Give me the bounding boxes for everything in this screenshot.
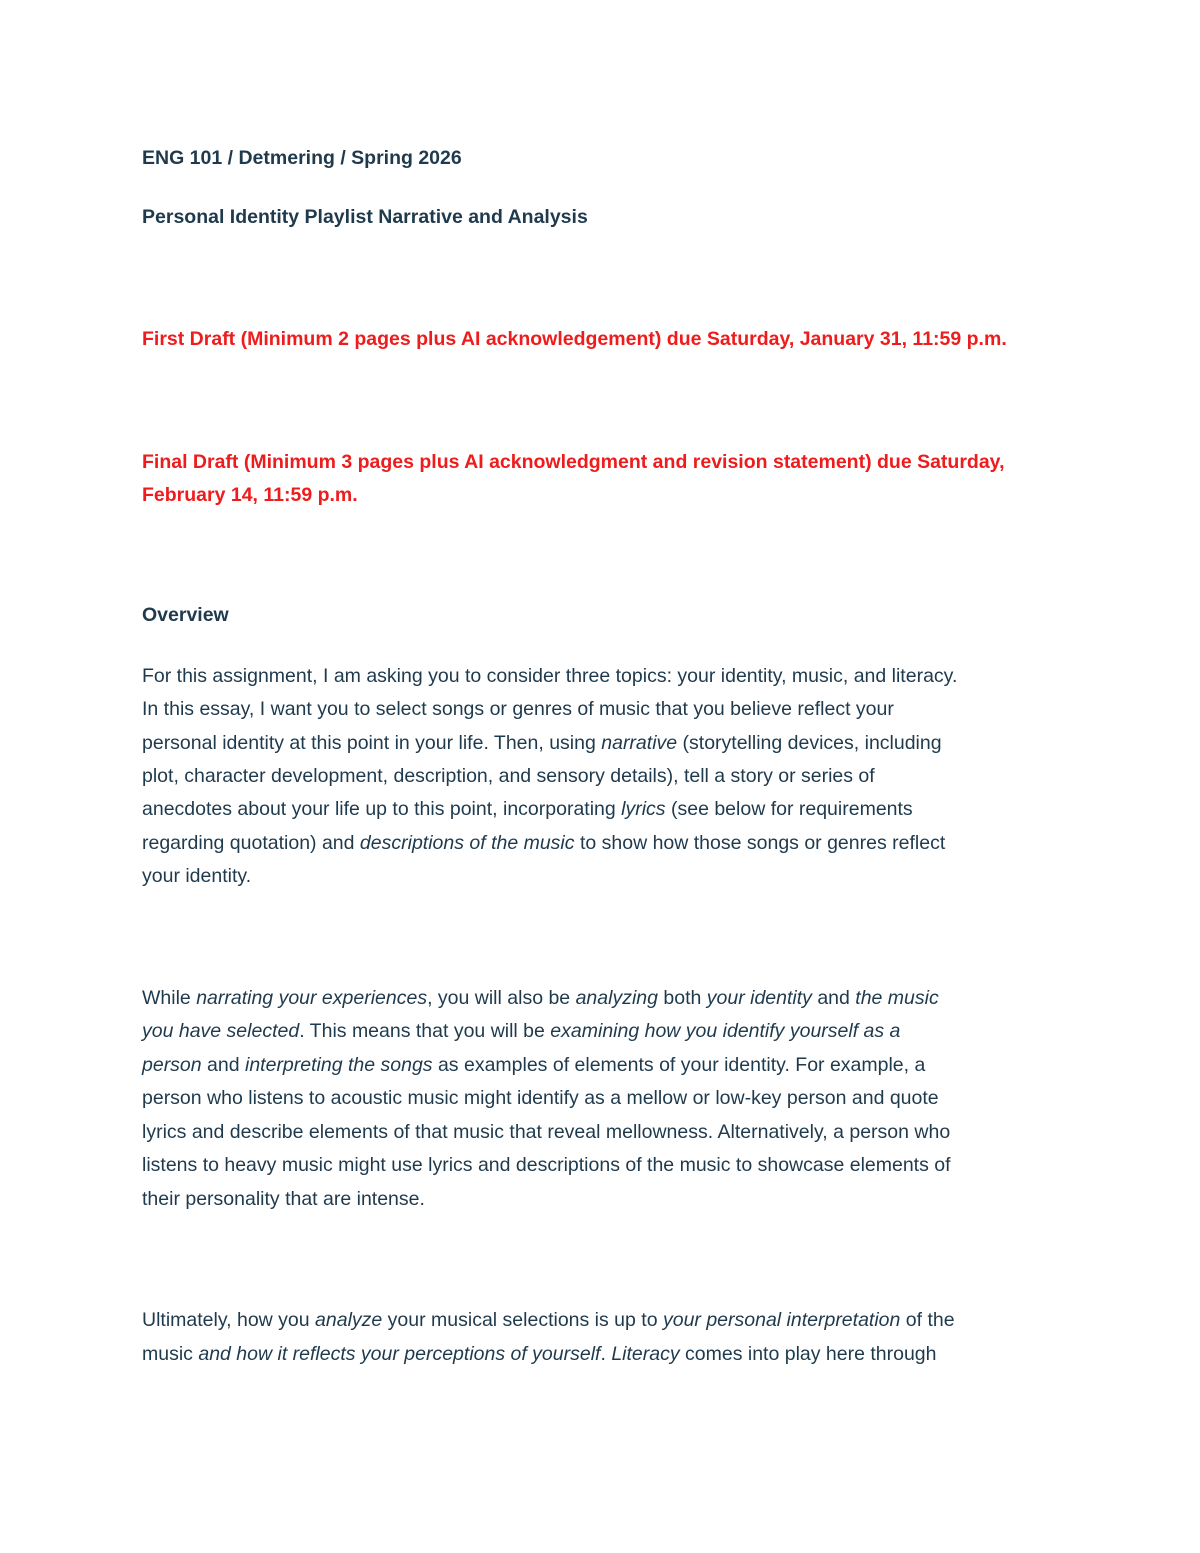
emphasized-text: your personal interpretation <box>662 1309 901 1331</box>
text-run: person who listens to acoustic music might identify as a mellow or low-key person and quote <box>142 1087 939 1109</box>
emphasized-text: interpreting the songs <box>245 1054 433 1076</box>
paragraph-2-line <box>142 1082 939 1115</box>
text-run: . <box>600 1343 612 1365</box>
text-run: both <box>657 987 707 1009</box>
text-run: your identity. <box>142 865 252 887</box>
final-draft-deadline-line-2: February 14, 11:59 p.m. <box>142 484 358 506</box>
text-run: personal identity at this point in your life. Then, using <box>142 732 602 754</box>
emphasized-text: person <box>142 1054 202 1076</box>
text-run: regarding quotation) and <box>142 832 360 854</box>
text-run: While <box>142 987 197 1009</box>
emphasized-text: and how it reflects your perceptions of yourself <box>198 1343 601 1365</box>
emphasized-text: descriptions of the music <box>359 832 575 854</box>
paragraph-1-line <box>142 860 251 893</box>
text-run: music <box>142 1343 199 1365</box>
text-run: anecdotes about your life up to this point, incorporating <box>142 798 622 820</box>
emphasized-text: narrating your experiences <box>196 987 428 1009</box>
assignment-title: Personal Identity Playlist Narrative and Analysis <box>142 206 588 228</box>
text-run: . This means that you will be <box>299 1020 551 1042</box>
paragraph-2-line <box>142 1183 425 1216</box>
paragraph-2-line <box>142 1149 951 1182</box>
overview-heading: Overview <box>142 604 229 626</box>
text-run: (see below for requirements <box>665 798 913 820</box>
final-draft-deadline-line-1: Final Draft (Minimum 3 pages plus AI acknowledgment and revision statement) due Saturday, <box>142 451 1005 473</box>
text-run: Ultimately, how you <box>142 1309 316 1331</box>
text-run: (storytelling devices, including <box>677 732 942 754</box>
text-run: of the <box>900 1309 955 1331</box>
text-run: listens to heavy music might use lyrics and descriptions of the music to showcase elements of <box>142 1154 951 1176</box>
text-run: and <box>201 1054 245 1076</box>
paragraph-1-line <box>142 693 894 726</box>
paragraph-1-line <box>142 760 875 793</box>
text-run: and <box>811 987 856 1009</box>
paragraph-2-line <box>142 1015 900 1048</box>
text-run: as examples of elements of your identity. For example, a <box>432 1054 926 1076</box>
paragraph-3-line <box>142 1338 937 1371</box>
emphasized-text: you have selected <box>142 1020 300 1042</box>
text-run: In this essay, I want you to select songs or genres of music that you believe reflect your <box>142 698 894 720</box>
emphasized-text: narrative <box>601 732 678 754</box>
text-run: their personality that are intense. <box>142 1188 425 1210</box>
emphasized-text: examining how you identify yourself as a <box>550 1020 901 1042</box>
emphasized-text: your identity <box>706 987 812 1009</box>
text-run: , you will also be <box>427 987 576 1009</box>
text-run: For this assignment, I am asking you to consider three topics: your identity, music, and literacy. <box>142 665 958 687</box>
paragraph-1-line <box>142 660 957 693</box>
text-run: lyrics and describe elements of that music that reveal mellowness. Alternatively, a person who <box>142 1121 951 1143</box>
text-run: plot, character development, description, and sensory details), tell a story or series of <box>142 765 875 787</box>
emphasized-text: the music <box>855 987 939 1009</box>
emphasized-text: Literacy <box>611 1343 680 1365</box>
emphasized-text: analyze <box>315 1309 383 1331</box>
text-run: comes into play here through <box>679 1343 937 1365</box>
first-draft-deadline: First Draft (Minimum 2 pages plus AI acknowledgement) due Saturday, January 31, 11:59 p.m. <box>142 328 1007 350</box>
course-line: ENG 101 / Detmering / Spring 2026 <box>142 147 462 169</box>
emphasized-text: lyrics <box>621 798 666 820</box>
paragraph-1-line <box>142 727 942 760</box>
paragraph-2-line <box>142 982 939 1015</box>
paragraph-1-line <box>142 793 913 826</box>
paragraph-2-line <box>142 1049 925 1082</box>
paragraph-3-line <box>142 1304 955 1337</box>
paragraph-1-line <box>142 827 945 860</box>
paragraph-2-line <box>142 1116 950 1149</box>
emphasized-text: analyzing <box>575 987 658 1009</box>
text-run: your musical selections is up to <box>382 1309 663 1331</box>
text-run: to show how those songs or genres reflect <box>574 832 946 854</box>
